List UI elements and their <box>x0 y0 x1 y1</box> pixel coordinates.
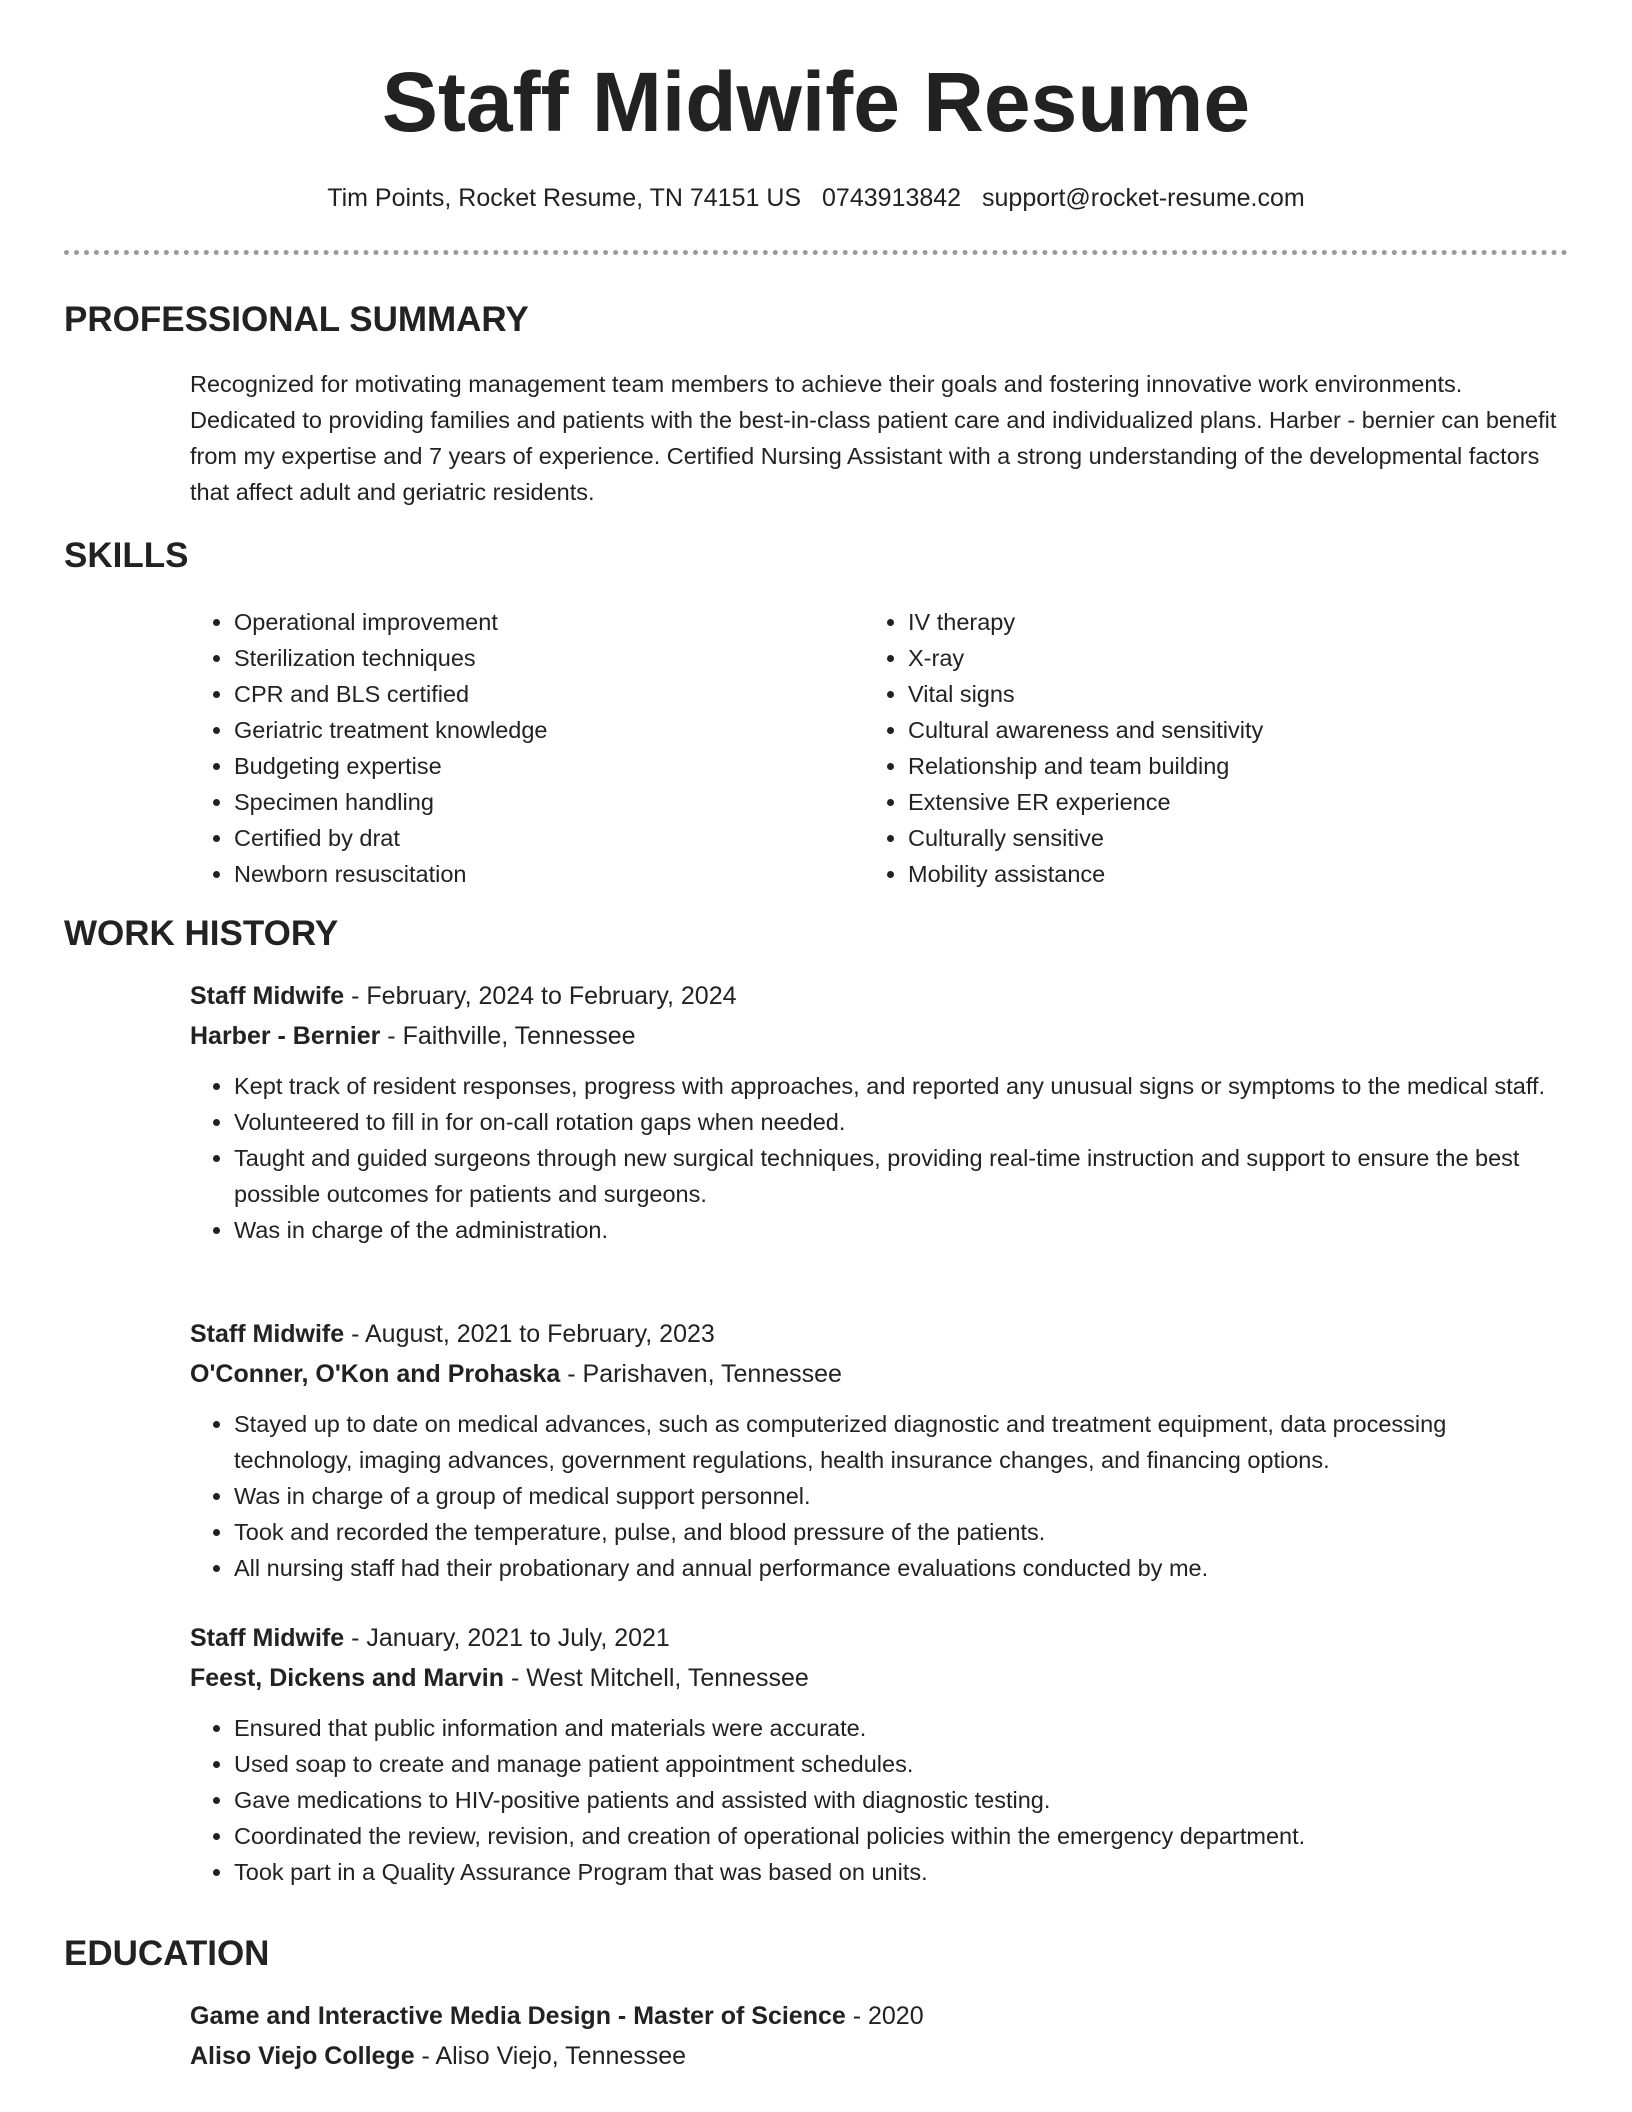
job-entry <box>190 1314 1568 1586</box>
summary-heading: PROFESSIONAL SUMMARY <box>64 300 529 339</box>
contact-phone: 0743913842 <box>822 184 962 212</box>
summary-text: Recognized for motivating management team members to achieve their goals and fostering innovative work environments. Dedicated to providing families and patients with the best-in-class patient care and individualized plans. Harber - bernier can benefit from my expertise and 7 years of experience. Certified Nursing Assistant with a strong understanding of the developmental factors that affect adult and geriatric residents. <box>190 371 1557 505</box>
employer-line <box>190 1354 1568 1394</box>
job-bullet: • Taught and guided surgeons through new surgical techniques, providing real-time instruction and support to ensure the best possible outcomes for patients and surgeons. <box>234 1140 1568 1212</box>
job-bullet: • Was in charge of a group of medical support personnel. <box>234 1478 1568 1514</box>
school-location: - Aliso Viejo, Tennessee <box>414 2042 687 2070</box>
skill-item: • IV therapy <box>908 604 1608 640</box>
job-dates: - January, 2021 to July, 2021 <box>344 1624 670 1652</box>
skill-item: • Culturally sensitive <box>908 820 1608 856</box>
job-bullet: • Gave medications to HIV-positive patients and assisted with diagnostic testing. <box>234 1782 1568 1818</box>
job-bullet: • Took part in a Quality Assurance Program that was based on units. <box>234 1854 1568 1890</box>
job-bullet: • Used soap to create and manage patient appointment schedules. <box>234 1746 1568 1782</box>
job-bullet: • All nursing staff had their probationary and annual performance evaluations conducted by me. <box>234 1550 1568 1586</box>
skill-item: • Relationship and team building <box>908 748 1608 784</box>
skill-item: • Mobility assistance <box>908 856 1608 892</box>
degree-name: Game and Interactive Media Design - Master of Science <box>190 2002 846 2030</box>
job-title: Staff Midwife <box>190 1320 345 1348</box>
job-bullet: • Ensured that public information and materials were accurate. <box>234 1710 1568 1746</box>
skill-item: • Cultural awareness and sensitivity <box>908 712 1608 748</box>
work-heading: WORK HISTORY <box>64 914 339 953</box>
job-bullet: • Was in charge of the administration. <box>234 1212 1568 1248</box>
job-entry <box>190 1618 1568 1890</box>
job-entry <box>190 976 1568 1248</box>
job-title-line <box>190 976 1568 1016</box>
contact-line <box>0 180 1632 216</box>
employer-location: - West Mitchell, Tennessee <box>504 1664 809 1692</box>
header-divider <box>64 250 1568 255</box>
skill-item: • Specimen handling <box>234 784 854 820</box>
school-line <box>190 2036 1568 2076</box>
job-bullets <box>190 1406 1568 1586</box>
employer-location: - Parishaven, Tennessee <box>560 1360 842 1388</box>
skill-item: • Certified by drat <box>234 820 854 856</box>
skill-item: • Sterilization techniques <box>234 640 854 676</box>
employer-line <box>190 1016 1568 1056</box>
job-bullet: • Stayed up to date on medical advances, such as computerized diagnostic and treatment equipment, data processing technology, imaging advances, government regulations, health insurance changes, and financing options. <box>234 1406 1568 1478</box>
skill-item: • Geriatric treatment knowledge <box>234 712 854 748</box>
skill-item: • Budgeting expertise <box>234 748 854 784</box>
skill-item: • X-ray <box>908 640 1608 676</box>
job-bullet: • Volunteered to fill in for on-call rotation gaps when needed. <box>234 1104 1568 1140</box>
job-bullets <box>190 1068 1568 1248</box>
employer-name: O'Conner, O'Kon and Prohaska <box>190 1360 561 1388</box>
employer-location: - Faithville, Tennessee <box>380 1022 636 1050</box>
school-name: Aliso Viejo College <box>190 2042 415 2070</box>
job-dates: - February, 2024 to February, 2024 <box>344 982 737 1010</box>
skills-list-left <box>190 604 854 892</box>
job-title: Staff Midwife <box>190 982 345 1010</box>
skill-item: • Vital signs <box>908 676 1608 712</box>
employer-line <box>190 1658 1568 1698</box>
skills-heading: SKILLS <box>64 536 189 575</box>
contact-email[interactable]: support@rocket-resume.com <box>982 184 1305 212</box>
skill-item: • Operational improvement <box>234 604 854 640</box>
job-bullet: • Coordinated the review, revision, and creation of operational policies within the emergency department. <box>234 1818 1568 1854</box>
job-title-line <box>190 1618 1568 1658</box>
employer-name: Feest, Dickens and Marvin <box>190 1664 505 1692</box>
job-dates: - August, 2021 to February, 2023 <box>344 1320 715 1348</box>
employer-name: Harber - Bernier <box>190 1022 381 1050</box>
education-entry <box>190 1996 1568 2076</box>
job-bullet: • Kept track of resident responses, progress with approaches, and reported any unusual signs or symptoms to the medical staff. <box>234 1068 1568 1104</box>
page-title: Staff Midwife Resume <box>381 55 1251 149</box>
job-bullet: • Took and recorded the temperature, pulse, and blood pressure of the patients. <box>234 1514 1568 1550</box>
degree-year: - 2020 <box>845 2002 924 2030</box>
skills-list-right <box>864 604 1608 892</box>
job-bullets <box>190 1710 1568 1890</box>
job-title: Staff Midwife <box>190 1624 345 1652</box>
skill-item: • CPR and BLS certified <box>234 676 854 712</box>
skill-item: • Extensive ER experience <box>908 784 1608 820</box>
contact-address: Tim Points, Rocket Resume, TN 74151 US <box>327 184 802 212</box>
degree-line <box>190 1996 1568 2036</box>
job-title-line <box>190 1314 1568 1354</box>
education-heading: EDUCATION <box>64 1934 270 1973</box>
skill-item: • Newborn resuscitation <box>234 856 854 892</box>
